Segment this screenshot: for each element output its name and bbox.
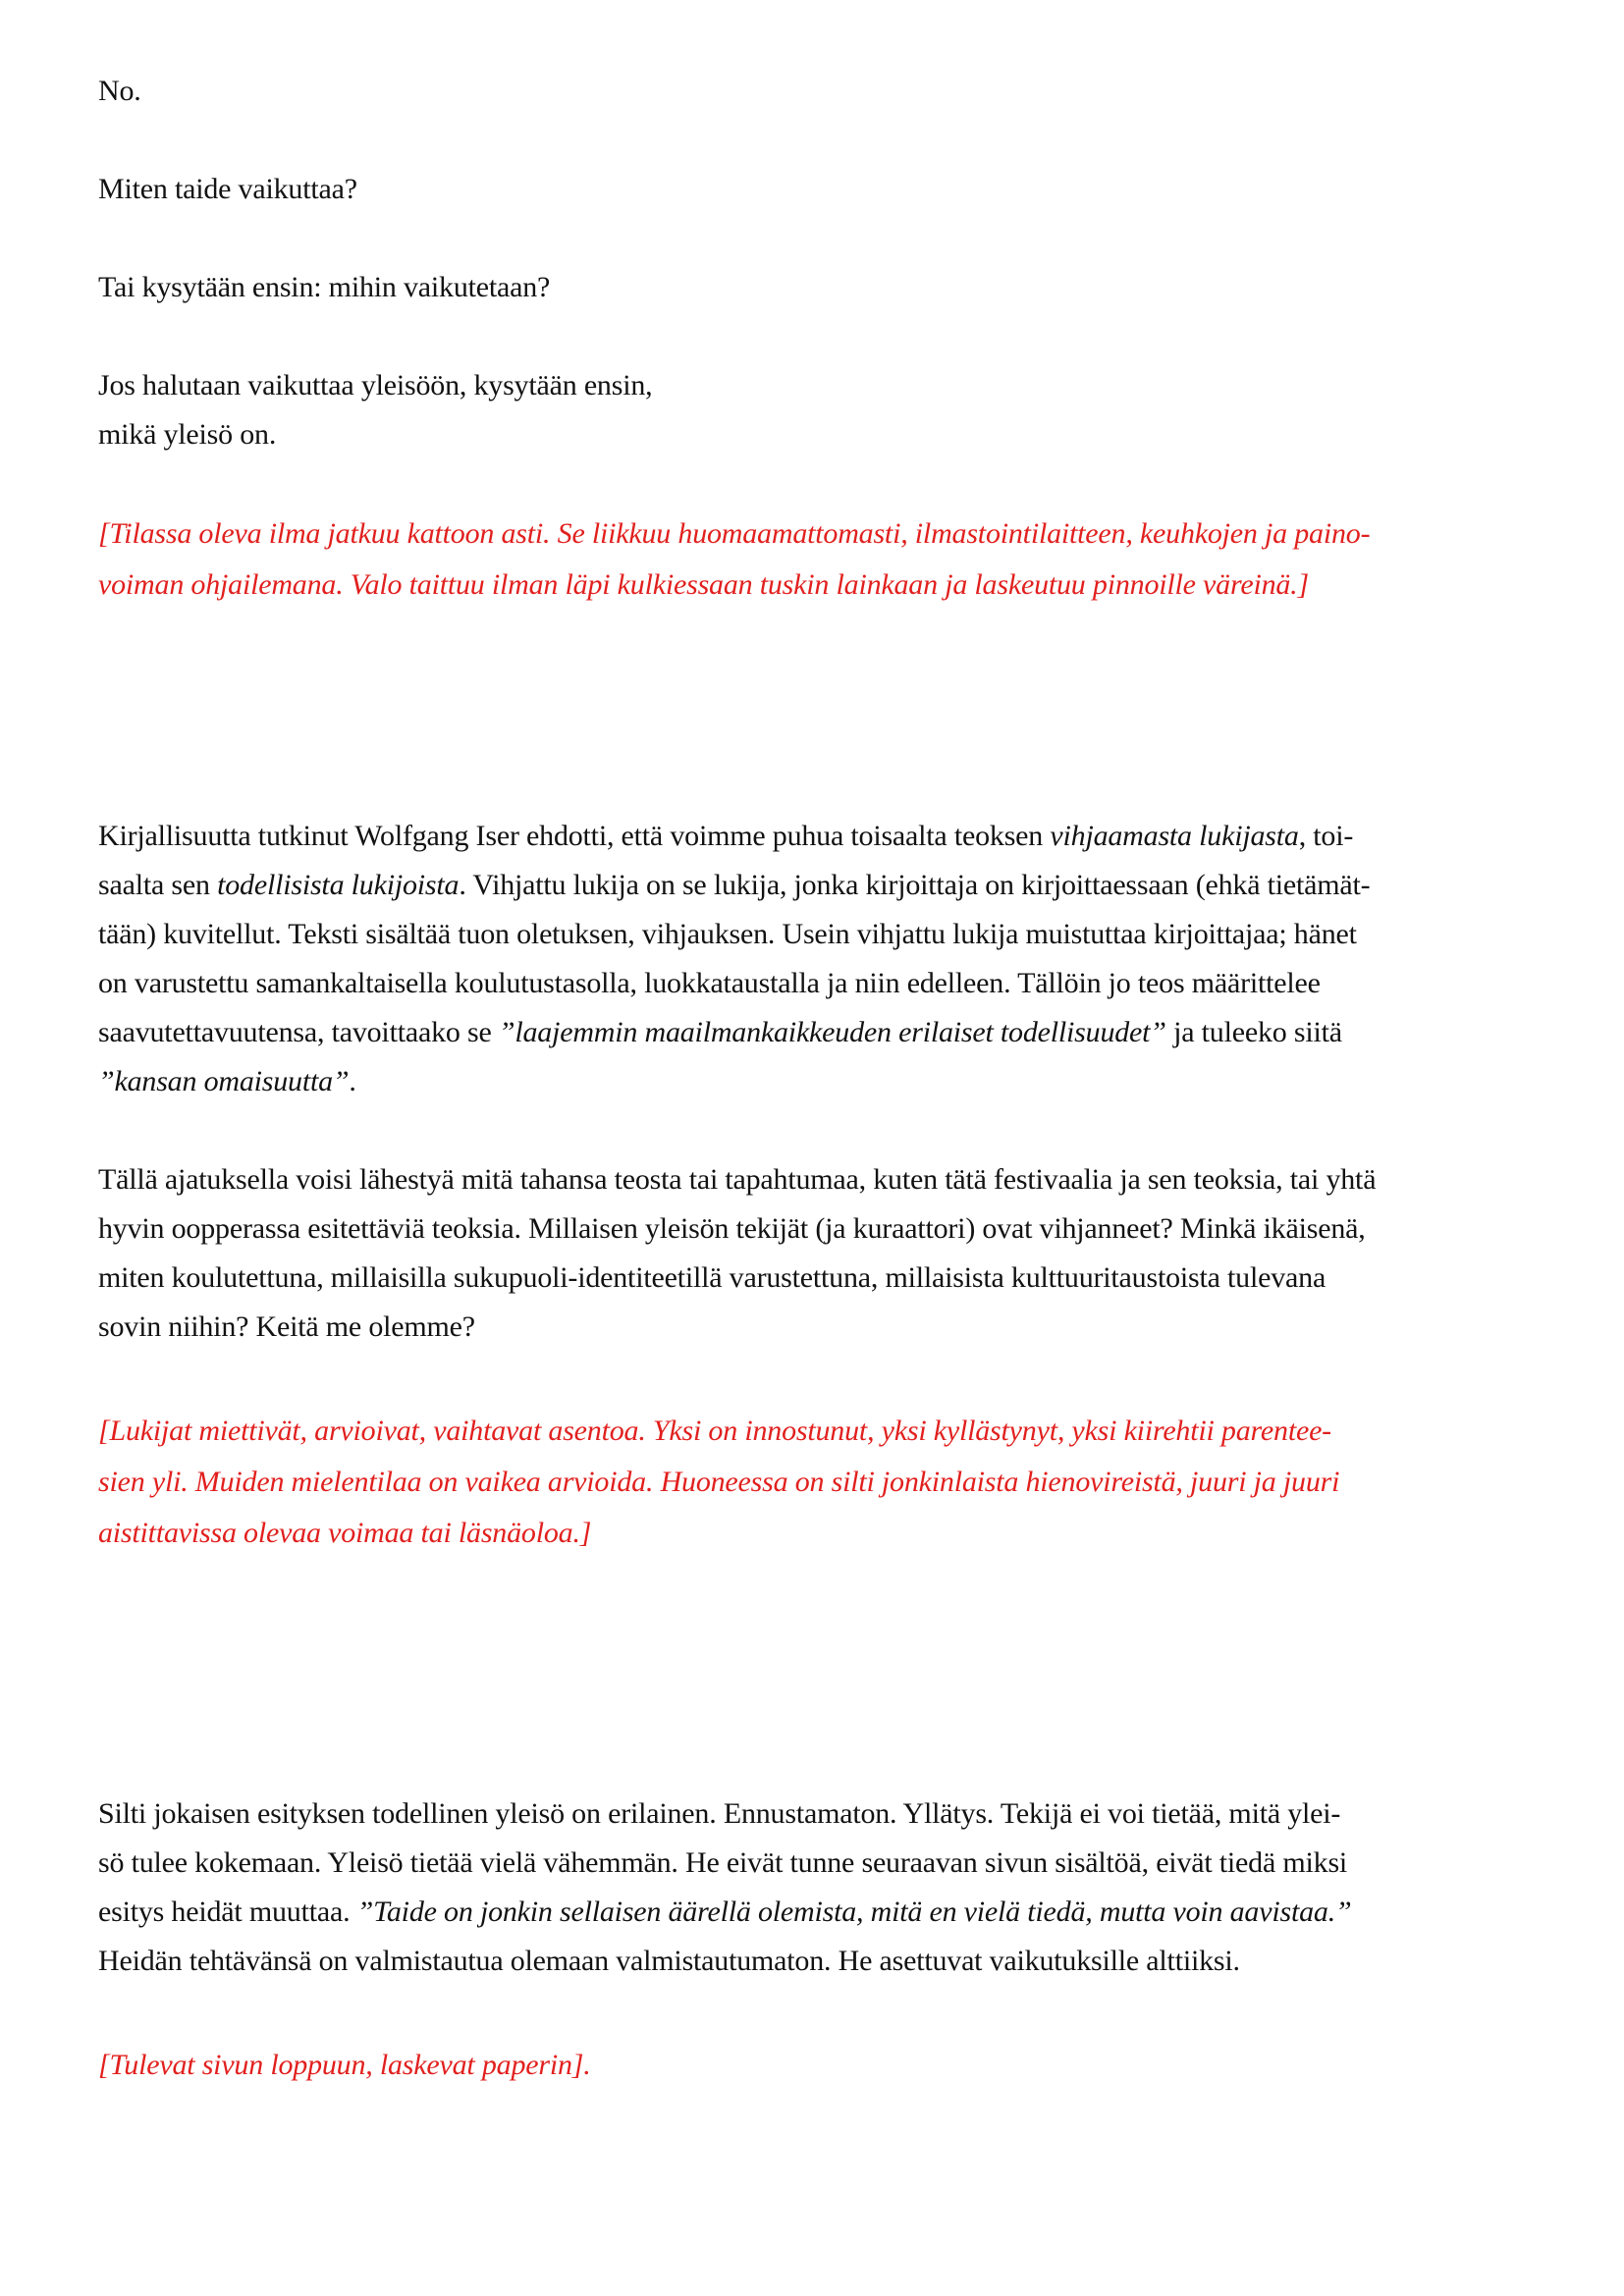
paragraph-iser [98,812,1545,1106]
text-run: . Vihjattu lukija on se lukija, jonka kirjoittaja on kirjoittaessaan (ehkä tietämät- [459,869,1371,901]
text-line [98,1888,1545,1937]
text-run: Silti jokaisen esityksen todellinen yleisö on erilainen. Ennustamaton. Yllätys. Tekijä ei voi tietää, mitä ylei- [98,1797,1341,1830]
text-run: Tällä ajatuksella voisi lähestyä mitä tahansa teosta tai tapahtumaa, kuten tätä festivaalia ja sen teoksia, tai yhtä [98,1163,1377,1196]
text-run: sö tulee kokemaan. Yleisö tietää vielä vähemmän. He eivät tunne seuraavan sivun sisältöä, eivät tiedä miksi [98,1846,1348,1879]
stage-direction-3 [98,2040,1545,2091]
text-run: ja tuleeko siitä [1165,1016,1342,1048]
text-run: hyvin oopperassa esitettäviä teoksia. Millaisen yleisön tekijät (ja kuraattori) ovat vihjanneet? Minkä ikäisenä, [98,1212,1366,1245]
text-run: No. [98,75,141,107]
text-run: . [349,1065,356,1097]
text-line [98,1254,1545,1303]
text-run: [Tulevat sivun loppuun, laskevat paperin]. [98,2049,591,2081]
stage-direction-2 [98,1406,1545,1559]
text-run: mikä yleisö on. [98,418,277,451]
text-run: ”Taide on jonkin sellaisen äärellä olemista, mitä en vielä tiedä, mutta voin aavistaa.” [356,1896,1352,1928]
text-run: aistittavissa olevaa voimaa tai läsnäoloa.] [98,1517,592,1549]
text-line [98,861,1545,910]
text-line [98,1508,1545,1559]
text-run: Tai kysytään ensin: mihin vaikutetaan? [98,271,551,303]
question-3 [98,361,1545,459]
text-run: Heidän tehtävänsä on valmistautua olemaan valmistautumaton. He asettuvat vaikutuksille alttiiksi. [98,1945,1240,1977]
text-run: sien yli. Muiden mielentilaa on vaikea arvioida. Huoneessa on silti jonkinlaista hienovireistä, juuri ja juuri [98,1466,1340,1498]
text-run: on varustettu samankaltaisella koulutustasolla, luokkataustalla ja niin edelleen. Tällöin jo teos määrittelee [98,967,1321,999]
text-line [98,165,1545,214]
text-run: todellisista lukijoista [217,869,460,901]
question-1 [98,165,1545,214]
text-line [98,910,1545,959]
text-run: tään) kuvitellut. Teksti sisältää tuon oletuksen, vihjauksen. Usein vihjattu lukija muistuttaa kirjoittajaa; hänet [98,918,1357,950]
text-run: [Lukijat miettivät, arvioivat, vaihtavat asentoa. Yksi on innostunut, yksi kyllästynyt, yksi kiirehtii parentee- [98,1415,1331,1447]
text-line [98,1008,1545,1057]
opening-line [98,67,1545,116]
text-line [98,1839,1545,1888]
text-run: sovin niihin? Keitä me olemme? [98,1310,475,1343]
text-run: saalta sen [98,869,218,901]
text-line [98,1155,1545,1204]
text-line [98,1204,1545,1254]
text-run: ”kansan omaisuutta” [98,1065,350,1097]
text-run: Jos halutaan vaikuttaa yleisöön, kysytään ensin, [98,369,653,401]
text-line [98,410,1545,459]
text-run: Kirjallisuutta tutkinut Wolfgang Iser ehdotti, että voimme puhua toisaalta teoksen [98,820,1051,852]
text-line [98,1937,1545,1986]
text-run: saavutettavuutensa, tavoittaako se [98,1016,499,1048]
text-line [98,508,1545,560]
text-run: esitys heidät muuttaa. [98,1896,357,1928]
text-run: ”laajemmin maailmankaikkeuden erilaiset todellisuudet” [498,1016,1166,1048]
text-run: miten koulutettuna, millaisilla sukupuoli-identiteetillä varustettuna, millaisista kulttuuritaustoista tulevana [98,1261,1326,1294]
stage-direction-1 [98,508,1545,611]
text-line [98,959,1545,1008]
text-line [98,2040,1545,2091]
paragraph-festival [98,1155,1545,1352]
question-2 [98,263,1545,312]
paragraph-audience [98,1789,1545,1986]
text-line [98,67,1545,116]
text-line [98,1057,1545,1106]
text-line [98,1457,1545,1508]
text-line [98,812,1545,861]
text-line [98,263,1545,312]
text-line [98,1406,1545,1457]
text-line [98,1789,1545,1839]
text-line [98,1303,1545,1352]
text-run: Miten taide vaikuttaa? [98,173,357,205]
text-run: [Tilassa oleva ilma jatkuu kattoon asti. Se liikkuu huomaamattomasti, ilmastointilaitteen, keuhkojen ja paino- [98,517,1371,550]
text-line [98,361,1545,410]
text-run: voiman ohjailemana. Valo taittuu ilman läpi kulkiessaan tuskin lainkaan ja laskeutuu pinnoille väreinä.] [98,568,1309,601]
text-run: vihjaamasta lukijasta [1050,820,1299,852]
text-run: , toi- [1298,820,1354,852]
text-line [98,560,1545,611]
